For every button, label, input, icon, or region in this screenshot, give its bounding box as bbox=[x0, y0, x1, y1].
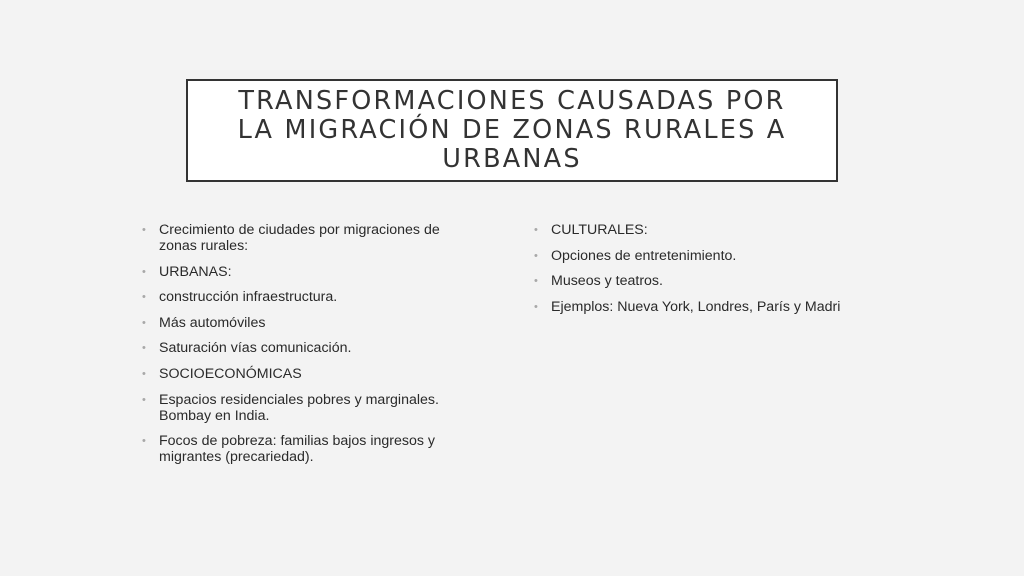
list-item-text: Más automóviles bbox=[159, 314, 266, 331]
list-item bbox=[142, 340, 472, 356]
bullet-icon: • bbox=[142, 435, 146, 448]
list-item-text: URBANAS: bbox=[159, 263, 232, 280]
list-item bbox=[142, 315, 472, 331]
bullet-icon: • bbox=[142, 265, 146, 278]
bullet-icon: • bbox=[142, 291, 146, 304]
list-item bbox=[142, 289, 472, 305]
bullet-icon: • bbox=[534, 275, 538, 288]
list-item-text: Opciones de entretenimiento. bbox=[551, 247, 737, 264]
bullet-icon: • bbox=[142, 316, 146, 329]
slide-title: TRANSFORMACIONES CAUSADAS POR LA MIGRACIÓN DE ZONAS RURALES A URBANAS bbox=[237, 86, 787, 174]
bullet-icon: • bbox=[534, 300, 538, 313]
right-bullet-list bbox=[534, 222, 874, 324]
bullet-icon: • bbox=[534, 224, 538, 236]
list-item bbox=[534, 299, 874, 315]
list-item bbox=[142, 222, 472, 254]
bullet-icon: • bbox=[142, 224, 146, 236]
list-item-text: Ejemplos: Nueva York, Londres, París y Madri bbox=[551, 298, 841, 315]
list-item-text: Espacios residenciales pobres y marginales. Bombay en India. bbox=[159, 391, 439, 424]
bullet-icon: • bbox=[142, 393, 146, 406]
list-item-text: CULTURALES: bbox=[551, 222, 648, 238]
left-bullet-list bbox=[142, 222, 472, 475]
list-item bbox=[534, 222, 874, 238]
list-item bbox=[534, 248, 874, 264]
list-item bbox=[142, 392, 472, 424]
slide-title-box bbox=[186, 79, 838, 182]
bullet-icon: • bbox=[534, 249, 538, 262]
list-item-text: Crecimiento de ciudades por migraciones de zonas rurales: bbox=[159, 222, 440, 254]
bullet-icon: • bbox=[142, 342, 146, 355]
bullet-icon: • bbox=[142, 367, 146, 380]
list-item bbox=[142, 433, 472, 465]
list-item-text: construcción infraestructura. bbox=[159, 289, 338, 306]
list-item bbox=[534, 273, 874, 289]
list-item-text: SOCIOECONÓMICAS bbox=[159, 365, 302, 382]
list-item-text: Museos y teatros. bbox=[551, 273, 663, 290]
list-item bbox=[142, 264, 472, 280]
list-item bbox=[142, 366, 472, 382]
list-item-text: Focos de pobreza: familias bajos ingresos y migrantes (precariedad). bbox=[159, 433, 436, 466]
list-item-text: Saturación vías comunicación. bbox=[159, 340, 352, 357]
